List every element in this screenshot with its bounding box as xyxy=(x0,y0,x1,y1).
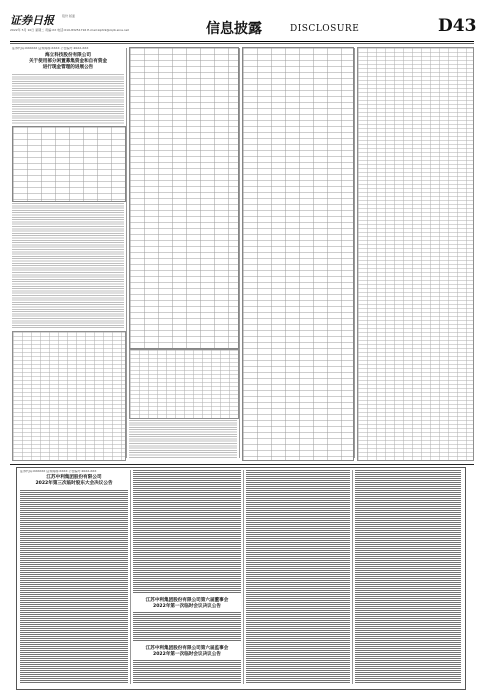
announcement-table-column-4 xyxy=(357,47,472,459)
section-subtitle: DISCLOSURE xyxy=(290,24,360,34)
announcement-table-column-2 xyxy=(129,47,237,459)
column-divider xyxy=(239,48,240,458)
announcement-title: 2022年第一次临时会议决议公告 xyxy=(153,604,221,609)
data-table xyxy=(12,126,126,202)
announcement-block-top-left xyxy=(12,47,124,459)
body-text xyxy=(355,470,461,684)
body-text xyxy=(129,420,237,458)
body-text xyxy=(20,490,128,684)
data-table xyxy=(12,331,126,461)
data-table xyxy=(129,47,239,349)
column-divider xyxy=(243,470,244,684)
announcement-company: 江苏中利集团股份有限公司第六届监事会 xyxy=(145,646,229,651)
data-table xyxy=(129,349,239,419)
column-divider xyxy=(130,470,131,684)
announcement-title-line1: 2022年第三次临时股东大会决议公告 xyxy=(35,481,113,486)
announcement-title-line2: 进行现金管理的进展公告 xyxy=(42,65,94,70)
dateline: 2022年 5月 10日 星期二 责编:XX 电话:010-83251716 E-mail:zqrb9@zqrb.sina.net xyxy=(10,28,129,32)
masthead-rule-thin xyxy=(10,43,474,44)
masthead-rule xyxy=(10,41,474,42)
announcement-block-bottom-col3 xyxy=(246,470,350,684)
announcement-block-bottom-right xyxy=(355,470,461,684)
body-text xyxy=(133,660,241,684)
announcement-company: 江苏中利集团股份有限公司 xyxy=(46,475,102,480)
announcement-block-bottom-left xyxy=(20,470,128,684)
half-page-separator xyxy=(10,464,474,465)
announcement-company: 海立科技股份有限公司 xyxy=(45,53,91,58)
announcement-company: 江苏中利集团股份有限公司第六届董事会 xyxy=(145,598,229,603)
body-text xyxy=(246,470,350,684)
announcement-code-line: 证券代码:XXXXXX 证券简称:XXXX 公告编号:2022-XXX xyxy=(12,47,89,50)
body-text xyxy=(12,74,124,124)
data-table xyxy=(357,47,474,461)
column-divider xyxy=(352,470,353,684)
announcement-block-bottom-mid xyxy=(133,470,241,684)
body-text xyxy=(133,612,241,642)
announcement-title-line1: 关于使用部分闲置募集资金和自有资金 xyxy=(28,59,108,64)
column-divider xyxy=(126,48,127,458)
data-table xyxy=(242,47,354,461)
body-text xyxy=(133,470,241,594)
masthead xyxy=(10,8,477,44)
announcement-table-column-3 xyxy=(242,47,352,459)
newspaper-logo: 证券日报 xyxy=(10,14,54,27)
section-title: 信息披露 xyxy=(206,21,262,37)
announcement-code-line: 证券代码:XXXXXX 证券简称:XXXX 公告编号:2022-XXX xyxy=(20,470,97,473)
body-text xyxy=(12,203,124,329)
column-divider xyxy=(354,48,355,458)
announcement-title: 2022年第一次临时会议决议公告 xyxy=(153,652,221,657)
page-number: D43 xyxy=(438,16,477,36)
logo-subtitle: 股份 版面 xyxy=(62,14,75,18)
